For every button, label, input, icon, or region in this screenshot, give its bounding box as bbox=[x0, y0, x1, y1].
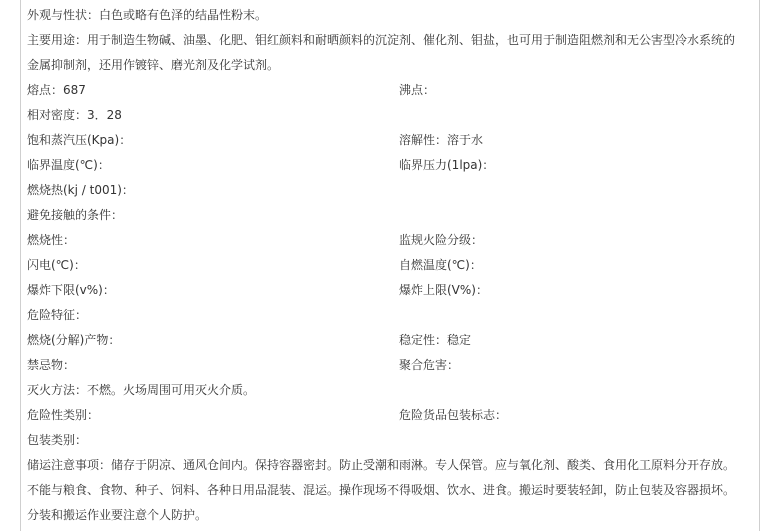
row-vapor-solubility bbox=[27, 128, 739, 153]
row-incompatible-polymerization bbox=[27, 353, 739, 378]
lower-explosive-limit: 爆炸下限(v%)： bbox=[27, 283, 115, 297]
relative-density: 相对密度：3．28 bbox=[27, 108, 122, 122]
chemical-properties-sheet bbox=[27, 3, 739, 528]
extinguishing-method: 灭火方法：不燃。火场周围可用灭火介质。 bbox=[27, 383, 256, 397]
combustion-heat: 燃烧热(kj / t001)： bbox=[27, 183, 134, 197]
hazard-features: 危险特征： bbox=[27, 308, 88, 322]
incompatible-materials: 禁忌物： bbox=[27, 358, 76, 372]
package-mark: 危险货品包装标志： bbox=[399, 408, 508, 422]
row-critical bbox=[27, 153, 739, 178]
row-hazard-package bbox=[27, 403, 739, 428]
vapor-pressure: 饱和蒸汽压(Kpa)： bbox=[27, 133, 132, 147]
melting-point: 熔点：687 bbox=[27, 83, 86, 97]
flash-point: 闪电(℃)： bbox=[27, 258, 86, 272]
row-decomposition-stability bbox=[27, 328, 739, 353]
critical-pressure: 临界压力(1lpa)： bbox=[399, 158, 495, 172]
appearance-text: 外观与性状：白色或略有色泽的结晶性粉末。 bbox=[27, 8, 268, 22]
flammability: 燃烧性： bbox=[27, 233, 76, 247]
autoignition-temperature: 自燃温度(℃)： bbox=[399, 258, 482, 272]
storage-notes: 储运注意事项：储存于阴凉、通风仓间内。保持容器密封。防止受潮和雨淋。专人保管。应与氧化剂、酸类、食用化工原料分开存放。不能与粮食、食物、种子、饲料、各种日用品混装、混运。操作现场不得吸烟、饮水、进食。搬运时要装轻卸，防止包装及容器损坏。分装和搬运作业要注意个人防护。 bbox=[27, 458, 736, 522]
package-category: 包装类别： bbox=[27, 433, 88, 447]
avoid-conditions: 避免接触的条件： bbox=[27, 208, 124, 222]
row-explosive-limits bbox=[27, 278, 739, 303]
upper-explosive-limit: 爆炸上限(V%)： bbox=[399, 283, 488, 297]
critical-temperature: 临界温度(℃)： bbox=[27, 158, 110, 172]
decomposition-products: 燃烧(分解)产物： bbox=[27, 333, 121, 347]
row-flash-autoignition bbox=[27, 253, 739, 278]
hazard-category: 危险性类别： bbox=[27, 408, 100, 422]
uses-text: 主要用途：用于制造生物碱、油墨、化肥、钼红颜料和耐晒颜料的沉淀剂、催化剂、钼盐，也可用于制造阻燃剂和无公害型冷水系统的金属抑制剂，还用作镀锌、磨光剂及化学试剂。 bbox=[27, 33, 736, 72]
polymerization-hazard: 聚合危害： bbox=[399, 358, 460, 372]
row-melting-boiling bbox=[27, 78, 739, 103]
fire-hazard-class: 监规火险分级： bbox=[399, 233, 484, 247]
row-flammability bbox=[27, 228, 739, 253]
stability: 稳定性：稳定 bbox=[399, 333, 472, 347]
solubility: 溶解性：溶于水 bbox=[399, 133, 484, 147]
boiling-point: 沸点： bbox=[399, 83, 436, 97]
